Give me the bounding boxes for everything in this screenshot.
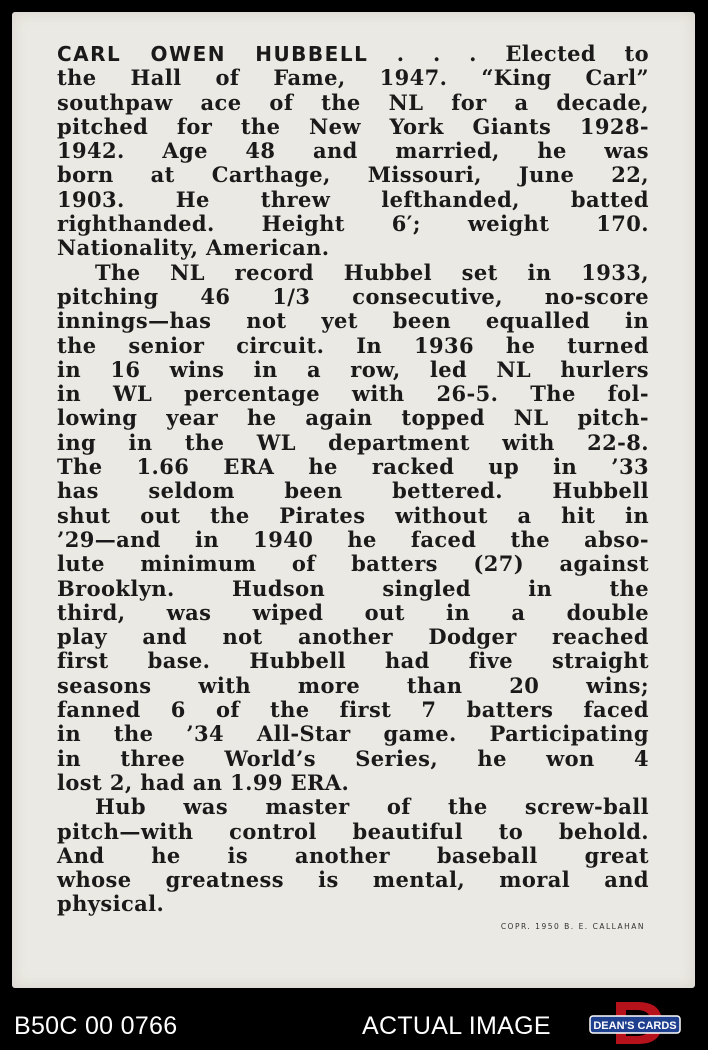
text-line: fanned 6 of the first 7 batters faced <box>57 697 649 723</box>
text-line: lost 2, had an 1.99 ERA. <box>57 769 350 795</box>
text-line: 1942. Age 48 and married, he was <box>57 138 649 164</box>
text-line: ing in the WL department with 22-8. <box>57 429 649 455</box>
player-name: CARL OWEN HUBBELL <box>57 42 369 66</box>
text-line: Brooklyn. Hudson singled in the <box>57 575 649 601</box>
paragraph-3 <box>57 795 649 916</box>
text-line: And he is another baseball great <box>57 842 649 868</box>
text-line: innings—has not yet been equalled in <box>57 308 649 334</box>
text-line: in the ’34 All-Star game. Participating <box>57 721 649 747</box>
text-line: has seldom been bettered. Hubbell <box>57 478 649 504</box>
text-line: first base. Hubbell had five straight <box>57 648 649 674</box>
text-line: pitching 46 1/3 consecutive, no-score <box>57 283 649 309</box>
text-line: whose greatness is mental, moral and <box>57 867 649 893</box>
text-line: ’29—and in 1940 he faced the abso- <box>57 526 649 552</box>
card-back <box>12 12 695 988</box>
svg-text:DEAN'S CARDS: DEAN'S CARDS <box>593 1020 677 1032</box>
text-line: pitch—with control beautiful to behold. <box>57 818 649 844</box>
text-line: born at Carthage, Missouri, June 22, <box>57 162 649 188</box>
paragraph-1 <box>57 42 649 261</box>
text-line: Nationality, American. <box>57 235 330 261</box>
item-id-label: B50C 00 0766 <box>14 1012 178 1040</box>
actual-image-label: ACTUAL IMAGE <box>362 1012 551 1040</box>
deans-cards-logo-graphic <box>586 1000 686 1046</box>
text-line: Hub was master of the screw-ball <box>95 794 649 820</box>
text-line: pitched for the New York Giants 1928- <box>57 113 649 139</box>
text-line: seasons with more than 20 wins; <box>57 672 649 698</box>
text-line: third, was wiped out in a double <box>57 599 649 625</box>
text-line: in WL percentage with 26-5. The fol- <box>57 381 649 407</box>
text-line: southpaw ace of the NL for a decade, <box>57 89 649 115</box>
text-line: the Hall of Fame, 1947. “King Carl” <box>57 65 649 91</box>
text-line: The 1.66 ERA he racked up in ’33 <box>57 454 649 480</box>
text-line: lute minimum of batters (27) against <box>57 551 649 577</box>
text-line: lowing year he again topped NL pitch- <box>57 405 649 431</box>
text-line: play and not another Dodger reached <box>57 624 649 650</box>
text-line: 1903. He threw lefthanded, batted <box>57 186 649 212</box>
copyright-notice: COPR. 1950 B. E. CALLAHAN <box>500 922 645 931</box>
text-line: righthanded. Height 6′; weight 170. <box>57 211 649 237</box>
text-line: CARL OWEN HUBBELL . . . Elected to <box>57 41 649 66</box>
text-line: in three World’s Series, he won 4 <box>57 745 649 771</box>
text-line: The NL record Hubbel set in 1933, <box>95 259 649 285</box>
text-line: the senior circuit. In 1936 he turned <box>57 332 649 358</box>
paragraph-2 <box>57 261 649 796</box>
text-line: physical. <box>57 891 165 917</box>
card-body-text <box>57 42 649 917</box>
deans-cards-logo <box>586 1000 686 1046</box>
text-line: shut out the Pirates without a hit in <box>57 502 649 528</box>
text-line: in 16 wins in a row, led NL hurlers <box>57 356 649 382</box>
